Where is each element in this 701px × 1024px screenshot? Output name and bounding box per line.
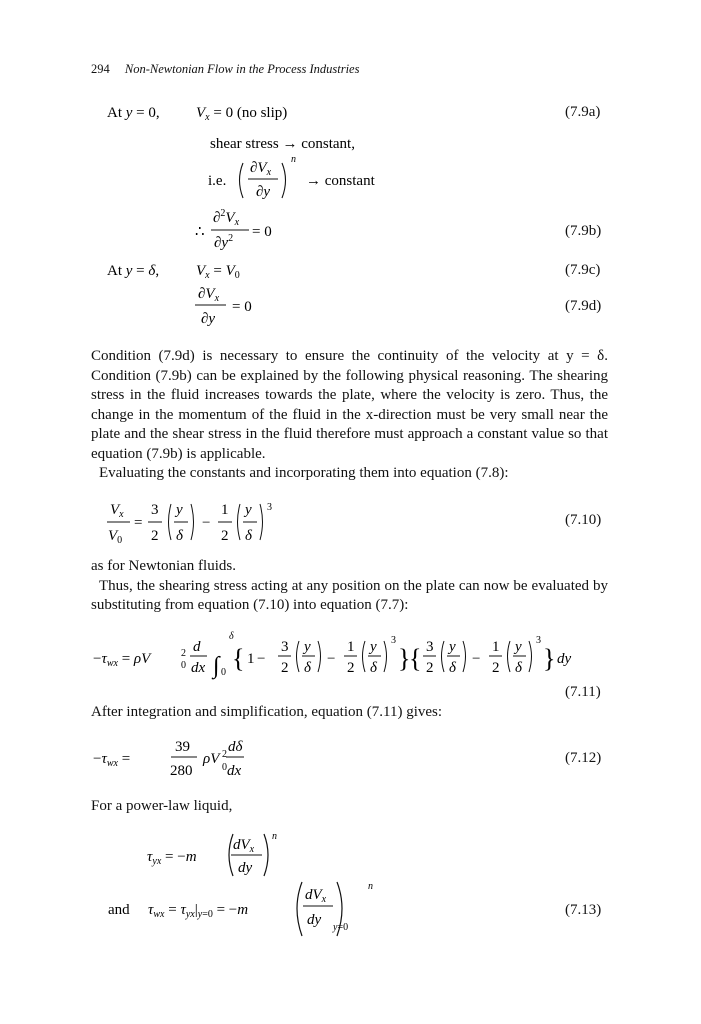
svg-text:δ: δ: [370, 660, 377, 676]
svg-text:y: y: [245, 502, 252, 518]
equation-number-7-9c: (7.9c): [565, 262, 601, 278]
svg-text:At y = δ,: At y = δ,: [107, 263, 160, 279]
page-number: 294: [91, 62, 110, 76]
svg-text:V0: $V_0$: [108, 528, 123, 546]
svg-text:y: y: [176, 502, 183, 518]
equation-7-9b: [195, 208, 272, 251]
svg-text:3: 3: [281, 639, 289, 655]
svg-text:−: −: [202, 515, 211, 531]
svg-text:y: y: [449, 639, 456, 655]
svg-text:i.e.: i.e.: [208, 173, 227, 189]
svg-text:= 0: = 0: [252, 224, 272, 240]
svg-text:y=0: y=0: [333, 922, 349, 933]
svg-text:1: 1: [492, 639, 500, 655]
svg-text:δ: δ: [229, 631, 234, 642]
svg-text:2: 2: [221, 528, 229, 544]
svg-text:2: 2: [347, 660, 355, 676]
svg-text:2: 2: [426, 660, 434, 676]
svg-text:3: 3: [391, 635, 396, 646]
equation-7-12: [93, 739, 244, 779]
paragraph-conditions: [91, 347, 608, 484]
paragraph-2: Evaluating the constants and incorporating them into equation (7.8):: [99, 465, 509, 481]
svg-text:dVx: $dV_x$: [305, 887, 327, 905]
svg-text:2: 2: [151, 528, 159, 544]
equation-number-7-10: (7.10): [565, 512, 602, 528]
svg-text:τyx = −m: $\tau_{yx} = -m$: [147, 849, 197, 867]
svg-text:∂Vx: $\partial V_x$: [198, 286, 220, 304]
svg-text:Vx: $V_x$: [110, 502, 124, 520]
paragraph-1: Condition (7.9d) is necessary to ensure the continuity of the velocity at y = δ. Condition (7.9b) can be explained by the following physical reasoning. The shearing stress in the fluid increases towards the plate, where the velocity is zero. Thus, the change in the momentum of the fluid in the x-direction must be very small near the plate and the shear stress in the fluid therefore must approach a constant value so that equation (7.9b) is applicable.: [91, 348, 608, 462]
svg-text:∂y: ∂y: [201, 311, 216, 327]
svg-text:d: d: [193, 639, 201, 655]
svg-text:−τwx = ρV: $-\tau_{wx} = \rho V$: [93, 651, 151, 669]
equation-number-7-9a: (7.9a): [565, 104, 601, 120]
svg-text:{: {: [409, 644, 422, 673]
svg-text:280: 280: [170, 763, 193, 779]
paragraph-newtonian: [91, 557, 608, 616]
svg-text:∫: ∫: [213, 653, 220, 679]
svg-text:y: y: [370, 639, 377, 655]
equation-number-7-13: (7.13): [565, 902, 602, 918]
svg-text:δ: δ: [449, 660, 456, 676]
equation-power-law: [147, 831, 277, 876]
svg-text:3: 3: [151, 502, 159, 518]
book-title: Non-Newtonian Flow in the Process Industries: [124, 62, 360, 76]
svg-text:Vx = V0: $V_x = V_0$: [196, 263, 240, 281]
svg-text:τwx = τyx|y=0 = −m: $\tau_{wx} = \tau_{yx}|_y=0 = -m$: [148, 902, 249, 920]
svg-text:3: 3: [267, 502, 272, 513]
svg-text:39: 39: [175, 739, 190, 755]
svg-text:At y = 0,: At y = 0,: [107, 105, 160, 121]
equation-7-9c: [107, 263, 240, 281]
equation-7-13: [108, 881, 373, 936]
svg-text:−: −: [472, 651, 481, 667]
svg-text:shear stress → constant,: shear stress → constant,: [210, 136, 355, 152]
svg-text:}: }: [398, 644, 411, 673]
svg-text:{: {: [232, 644, 245, 673]
svg-text:dy: dy: [238, 860, 253, 876]
paragraph-integration: [91, 703, 608, 723]
svg-text:0: 0: [221, 667, 226, 678]
svg-text:δ: δ: [304, 660, 311, 676]
svg-text:1: 1: [221, 502, 229, 518]
equation-7-11: [93, 631, 572, 680]
svg-text:dx: dx: [191, 660, 206, 676]
svg-text:Vx = 0 (no slip): $V_x = 0$ (no slip): [196, 105, 288, 123]
svg-text:−: −: [257, 651, 266, 667]
svg-text:δ: δ: [245, 528, 252, 544]
svg-text:−τwx =: $-\tau_{wx}$ =: [93, 751, 131, 769]
paragraph-3: as for Newtonian fluids.: [91, 558, 236, 574]
equation-number-7-12: (7.12): [565, 750, 602, 766]
svg-text:0: 0: [181, 660, 186, 671]
equation-7-10: [107, 502, 272, 546]
svg-text:∂y2: $\partial y^2$: [214, 233, 234, 251]
svg-text:2: 2: [181, 648, 186, 659]
equation-shear-stress-constant: [208, 136, 376, 200]
svg-text:y: y: [515, 639, 522, 655]
svg-text:dx: dx: [227, 763, 242, 779]
equation-number-7-9d: (7.9d): [565, 298, 602, 314]
svg-text:and: and: [108, 902, 130, 918]
paragraph-power-law: [91, 797, 608, 817]
equation-7-9a: [107, 105, 287, 123]
svg-text:}: }: [543, 644, 556, 673]
svg-text:2: 2: [492, 660, 500, 676]
paragraph-6: For a power-law liquid,: [91, 798, 233, 814]
svg-text:∂2Vx: $\partial^2V_x$: [213, 208, 240, 228]
svg-text:−: −: [327, 651, 336, 667]
svg-text:δ: δ: [176, 528, 183, 544]
svg-text:0: 0: [222, 762, 227, 773]
svg-text:dy: dy: [307, 912, 322, 928]
paragraph-4: Thus, the shearing stress acting at any position on the plate can now be evaluated by substituting from equation (7.10) into equation (7.7):: [91, 577, 608, 613]
equation-7-9d: [195, 286, 252, 327]
svg-text:dδ: dδ: [228, 739, 243, 755]
svg-text:→ constant: → constant: [306, 173, 375, 189]
svg-text:δ: δ: [515, 660, 522, 676]
svg-text:=: =: [134, 515, 143, 531]
svg-text:y: y: [304, 639, 311, 655]
svg-text:dy: dy: [557, 651, 572, 667]
paragraph-5: After integration and simplification, equation (7.11) gives:: [91, 704, 443, 720]
equation-number-7-9b: (7.9b): [565, 223, 602, 239]
svg-text:dVx: $dV_x$: [233, 837, 255, 855]
svg-text:∴: ∴: [195, 224, 205, 240]
svg-text:∂y: ∂y: [256, 184, 271, 200]
svg-text:1: 1: [247, 651, 255, 667]
svg-text:2: 2: [281, 660, 289, 676]
svg-text:= 0: = 0: [232, 299, 252, 315]
svg-text:n: n: [291, 154, 296, 165]
svg-text:n: n: [272, 831, 277, 842]
svg-text:2: 2: [222, 749, 227, 760]
svg-text:n: n: [368, 881, 373, 892]
svg-text:3: 3: [536, 635, 541, 646]
svg-text:3: 3: [426, 639, 434, 655]
svg-text:∂Vx: $\partial V_x$: [250, 160, 272, 178]
equation-number-7-11: (7.11): [565, 684, 601, 700]
svg-text:ρV: ρV: [203, 751, 220, 767]
svg-text:1: 1: [347, 639, 355, 655]
